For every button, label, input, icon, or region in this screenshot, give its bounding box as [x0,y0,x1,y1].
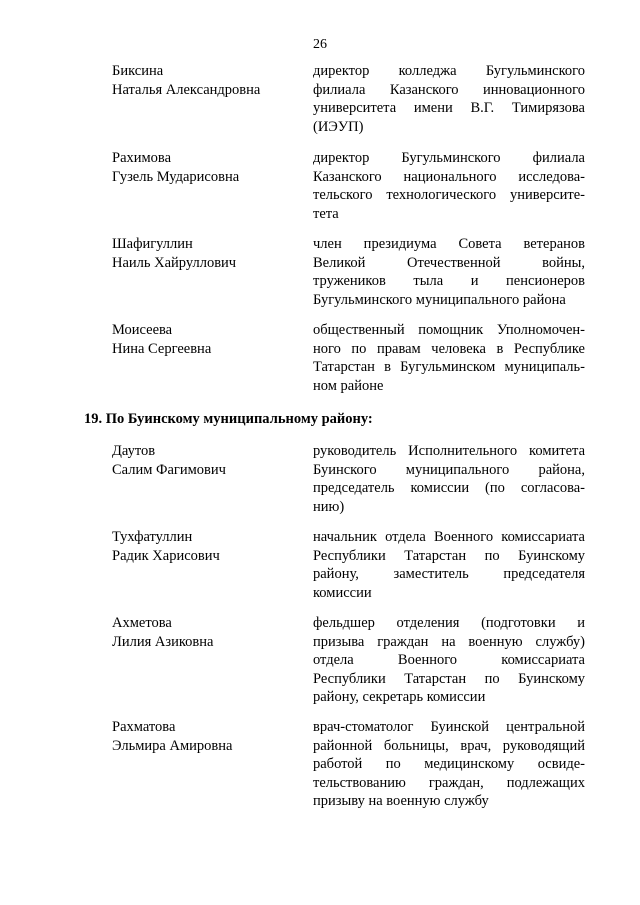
role-line: отдела Военного комиссариата [313,652,585,669]
surname: Шафигуллин [112,236,193,252]
role-line: Татарстан в Бугульминском муниципаль- [313,359,585,376]
role-line: (ИЭУП) [313,118,364,135]
role-line: директор Бугульминского филиала [313,150,585,166]
given-names: Лилия Азиковна [112,633,214,650]
given-names: Радик Харисович [112,547,220,564]
role-line: директор колледжа Бугульминского [313,63,585,79]
person-name [112,235,292,272]
person-role [313,718,585,811]
section-title: По Буинскому муниципальному району: [105,411,373,427]
role-line: врач-стоматолог Буинской центральной [313,719,585,735]
surname: Рахматова [112,719,176,735]
role-line: ного по правам человека в Республике [313,340,585,357]
person-role [313,442,585,516]
surname: Биксина [112,63,164,79]
page-number: 26 [313,37,327,52]
surname: Ахметова [112,615,172,631]
role-line: Буинского муниципального района, [313,461,585,478]
role-line: Бугульминского муниципального района [313,291,566,308]
person-name [112,149,292,186]
surname: Рахимова [112,150,172,166]
role-line: району, заместитель председателя [313,566,585,583]
role-line: университета имени В.Г. Тимирязова [313,100,585,117]
role-line: ном районе [313,377,384,394]
given-names: Наталья Александровна [112,81,261,98]
role-line: Республики Татарстан по Буинскому [313,670,585,687]
person-role [313,149,585,223]
role-line: член президиума Совета ветеранов [313,236,585,252]
given-names: Эльмира Амировна [112,737,233,754]
given-names: Наиль Хайруллович [112,254,237,271]
surname: Даутов [112,443,156,459]
person-name [112,614,292,651]
role-line: тета [313,205,339,222]
role-line: Великой Отечественной войны, [313,254,585,271]
role-line: работой по медицинскому освиде- [313,756,585,773]
role-line: тельствованию граждан, подлежащих [313,774,585,791]
person-name [112,442,292,479]
person-name [112,62,292,99]
section-heading [84,410,373,429]
role-line: Казанского национального исследова- [313,168,585,185]
role-line: комиссии [313,584,372,601]
given-names: Салим Фагимович [112,461,226,478]
person-name [112,321,292,358]
given-names: Нина Сергеевна [112,340,212,357]
role-line: нию) [313,498,345,515]
person-role [313,235,585,309]
role-line: начальник отдела Военного комиссариата [313,529,585,545]
role-line: тружеников тыла и пенсионеров [313,273,585,290]
surname: Моисеева [112,322,173,338]
role-line: районной больницы, врач, руководящий [313,737,585,754]
person-name [112,528,292,565]
role-line: филиала Казанского инновационного [313,81,585,98]
person-role [313,528,585,602]
person-role [313,62,585,136]
person-role [313,614,585,707]
person-name [112,718,292,755]
role-line: фельдшер отделения (подготовки и [313,615,585,631]
surname: Тухфатуллин [112,529,193,545]
role-line: председатель комиссии (по согласова- [313,480,585,497]
person-role [313,321,585,395]
role-line: призыву на военную службу [313,793,489,810]
role-line: призыва граждан на военную службу) [313,633,585,650]
section-number: 19. [84,411,103,427]
role-line: тельского технологического университе- [313,187,585,204]
role-line: Республики Татарстан по Буинскому [313,547,585,564]
role-line: руководитель Исполнительного комитета [313,443,585,459]
role-line: общественный помощник Уполномочен- [313,322,585,338]
role-line: району, секретарь комиссии [313,689,486,706]
given-names: Гузель Мударисовна [112,168,240,185]
